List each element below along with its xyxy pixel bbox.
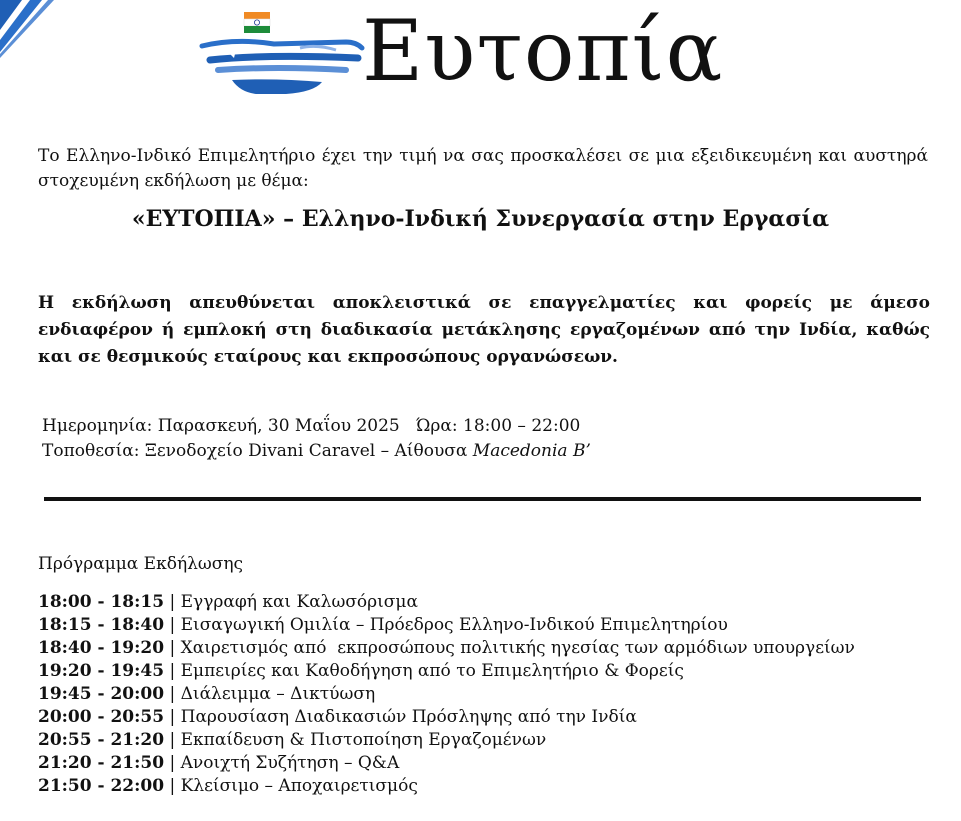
india-flag-and-greek-boat-emblem-icon <box>196 8 366 100</box>
program-time: 20:55 - 21:20 <box>38 730 165 750</box>
logo-wordmark: Ευτοπία <box>362 2 724 100</box>
intro-paragraph: Το Ελληνο-Ινδικό Επιμελητήριο έχει την τιμή να σας προσκαλέσει σε μια εξειδικευμένη και αυστηρά στοχευμένη εκδήλωση με θέμα: <box>38 146 928 191</box>
program-time: 21:20 - 21:50 <box>38 753 165 773</box>
program-item: 21:20 - 21:50 | Ανοιχτή Συζήτηση – Q&A <box>38 753 400 773</box>
program-time: 21:50 - 22:00 <box>38 776 165 796</box>
program-activity: Χαιρετισμός από εκπροσώπους πολιτικής ηγεσίας των αρμόδιων υπουργείων <box>180 638 855 658</box>
program-time: 18:15 - 18:40 <box>38 615 165 635</box>
program-activity: Εγγραφή και Καλωσόρισμα <box>180 592 418 612</box>
program-activity: Εισαγωγική Ομιλία – Πρόεδρος Ελληνο-Ινδικού Επιμελητηρίου <box>180 615 728 635</box>
program-time: 18:40 - 19:20 <box>38 638 165 658</box>
location-room: Macedonia B’ <box>472 441 591 461</box>
decorative-corner-stripes <box>0 0 70 60</box>
location-line <box>42 439 591 464</box>
program-time: 19:20 - 19:45 <box>38 661 165 681</box>
event-title: «ΕΥΤΟΠΙΑ» – Ελληνο-Ινδική Συνεργασία στην Εργασία <box>131 206 830 232</box>
program-item: 18:15 - 18:40 | Εισαγωγική Ομιλία – Πρόεδρος Ελληνο-Ινδικού Επιμελητηρίου <box>38 615 728 635</box>
program-time: 20:00 - 20:55 <box>38 707 165 727</box>
location-prefix: Τοποθεσία: Ξενοδοχείο Divani Caravel – Αίθουσα <box>42 441 473 461</box>
program-activity: Κλείσιμο – Αποχαιρετισμός <box>180 776 418 796</box>
program-list <box>38 591 855 798</box>
program-time: 19:45 - 20:00 <box>38 684 165 704</box>
program-item: 21:50 - 22:00 | Κλείσιμο – Αποχαιρετισμός <box>38 776 418 796</box>
program-heading: Πρόγραμμα Εκδήλωσης <box>38 554 244 574</box>
program-activity: Παρουσίαση Διαδικασιών Πρόσληψης από την Ινδία <box>180 707 637 727</box>
program-item: 19:45 - 20:00 | Διάλειμμα – Δικτύωση <box>38 684 376 704</box>
section-divider <box>44 497 921 501</box>
program-item: 20:00 - 20:55 | Παρουσίαση Διαδικασιών Πρόσληψης από την Ινδία <box>38 707 637 727</box>
program-activity: Ανοιχτή Συζήτηση – Q&A <box>180 753 400 773</box>
program-activity: Διάλειμμα – Δικτύωση <box>180 684 376 704</box>
program-time: 18:00 - 18:15 <box>38 592 165 612</box>
audience-paragraph: Η εκδήλωση απευθύνεται αποκλειστικά σε επαγγελματίες και φορείς με άμεσο ενδιαφέρον ή εμπλοκή στη διαδικασία μετάκλησης εργαζομένων από την Ινδία, καθώς και σε θεσμικούς εταίρους και εκπροσώπους οργανώσεων. <box>38 293 930 367</box>
program-activity: Εκπαίδευση & Πιστοποίηση Εργαζομένων <box>180 730 547 750</box>
date-time-line: Ημερομηνία: Παρασκευή, 30 Μαΐου 2025 Ώρα: 18:00 – 22:00 <box>42 416 581 436</box>
program-item: 20:55 - 21:20 | Εκπαίδευση & Πιστοποίηση Εργαζομένων <box>38 730 547 750</box>
eutopia-logo <box>196 2 756 102</box>
program-item: 19:20 - 19:45 | Εμπειρίες και Καθοδήγηση από το Επιμελητήριο & Φορείς <box>38 661 684 681</box>
program-activity: Εμπειρίες και Καθοδήγηση από το Επιμελητήριο & Φορείς <box>180 661 684 681</box>
program-item: 18:00 - 18:15 | Εγγραφή και Καλωσόρισμα <box>38 592 418 612</box>
program-item: 18:40 - 19:20 | Χαιρετισμός από εκπροσώπους πολιτικής ηγεσίας των αρμόδιων υπουργείων <box>38 638 855 658</box>
event-details <box>42 414 591 464</box>
